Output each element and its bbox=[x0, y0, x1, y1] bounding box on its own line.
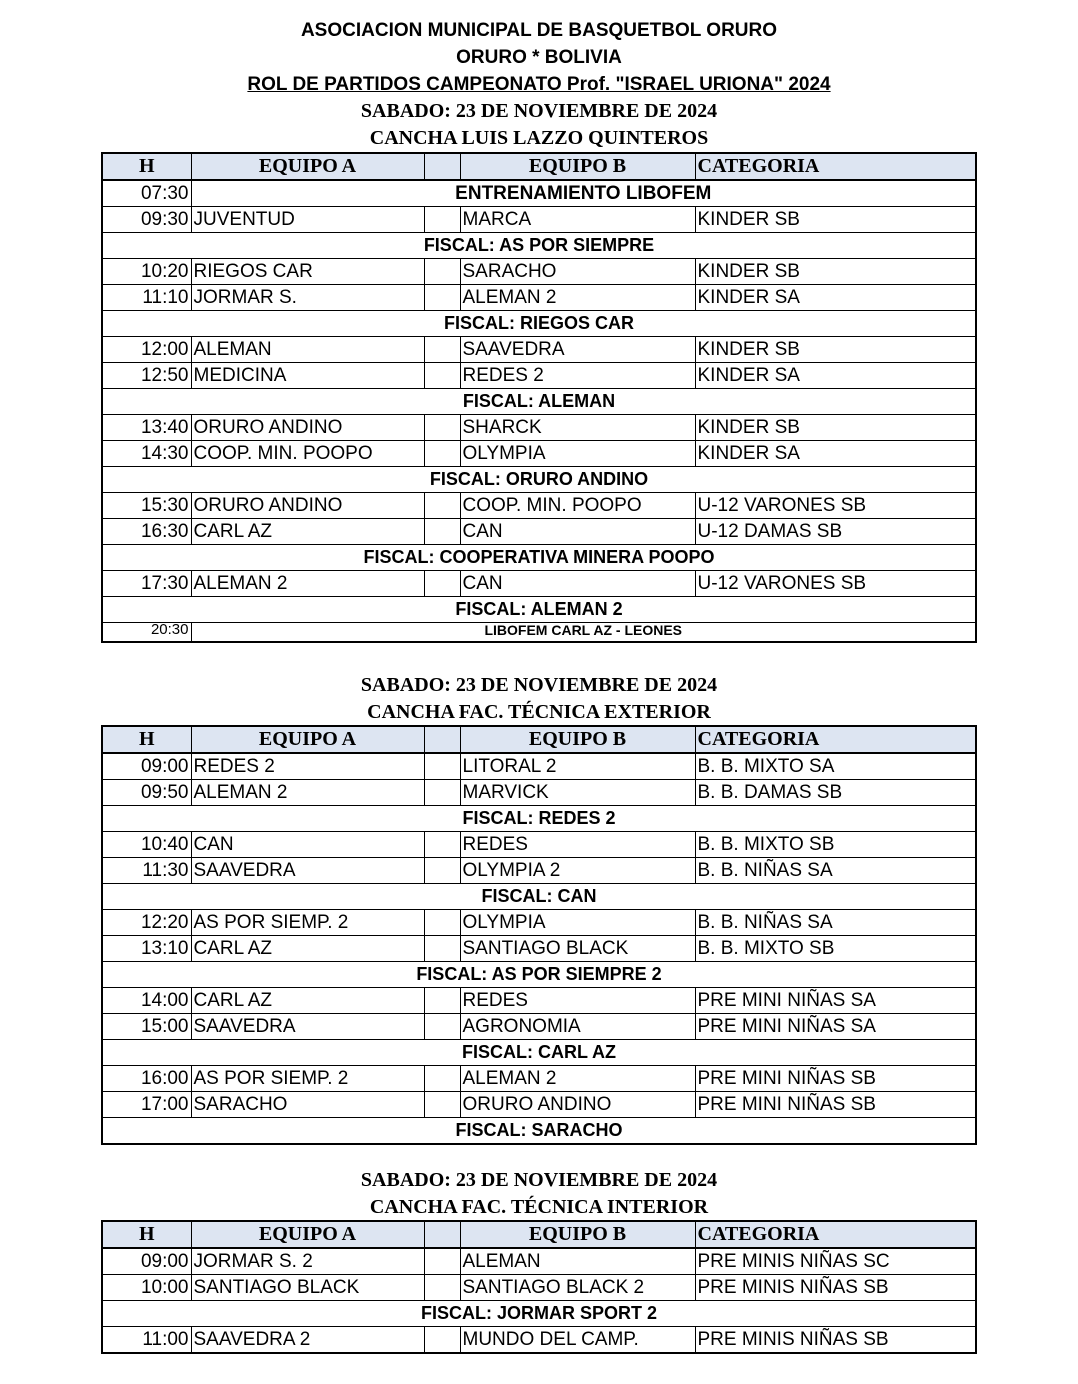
match-time: 11:10 bbox=[102, 285, 191, 311]
column-header-category: CATEGORIA bbox=[695, 726, 976, 753]
category-name: KINDER SB bbox=[695, 337, 976, 363]
section-date: SABADO: 23 DE NOVIEMBRE DE 2024 bbox=[360, 1169, 718, 1191]
team-a-name: ALEMAN bbox=[191, 337, 424, 363]
schedule-table bbox=[101, 152, 977, 643]
match-time: 17:00 bbox=[102, 1092, 191, 1118]
section-court: CANCHA FAC. TÉCNICA INTERIOR bbox=[369, 1196, 709, 1218]
team-b-name: SAAVEDRA bbox=[460, 337, 695, 363]
match-row bbox=[102, 1275, 976, 1301]
table-header-row bbox=[102, 153, 976, 180]
team-a-name: ORURO ANDINO bbox=[191, 415, 424, 441]
column-header-spacer bbox=[424, 726, 460, 753]
team-b-name: OLYMPIA 2 bbox=[460, 858, 695, 884]
team-a-name: CARL AZ bbox=[191, 936, 424, 962]
match-time: 14:00 bbox=[102, 988, 191, 1014]
team-b-name: OLYMPIA bbox=[460, 441, 695, 467]
fiscal-text: FISCAL: AS POR SIEMPRE 2 bbox=[102, 962, 976, 988]
team-b-name: REDES bbox=[460, 832, 695, 858]
team-b-name: ALEMAN 2 bbox=[460, 285, 695, 311]
team-b-name: SANTIAGO BLACK 2 bbox=[460, 1275, 695, 1301]
fiscal-row bbox=[102, 467, 976, 493]
note-text: ENTRENAMIENTO LIBOFEM bbox=[191, 180, 976, 207]
location-title: ORURO * BOLIVIA bbox=[456, 47, 622, 68]
team-a-name: CARL AZ bbox=[191, 988, 424, 1014]
match-row bbox=[102, 363, 976, 389]
table-header-row bbox=[102, 726, 976, 753]
category-name: B. B. MIXTO SA bbox=[695, 753, 976, 780]
note-row bbox=[102, 180, 976, 207]
column-header-h: H bbox=[102, 1221, 191, 1248]
team-b-name: REDES bbox=[460, 988, 695, 1014]
spacer-cell bbox=[424, 285, 460, 311]
association-title: ASOCIACION MUNICIPAL DE BASQUETBOL ORURO bbox=[300, 20, 778, 41]
spacer-cell bbox=[424, 207, 460, 233]
category-name: KINDER SA bbox=[695, 285, 976, 311]
spacer-cell bbox=[424, 780, 460, 806]
match-row bbox=[102, 415, 976, 441]
team-a-name: RIEGOS CAR bbox=[191, 259, 424, 285]
match-row bbox=[102, 1248, 976, 1275]
team-a-name: JUVENTUD bbox=[191, 207, 424, 233]
category-name: U-12 VARONES SB bbox=[695, 493, 976, 519]
spacer-cell bbox=[424, 1066, 460, 1092]
match-row bbox=[102, 753, 976, 780]
team-a-name: SAAVEDRA bbox=[191, 858, 424, 884]
match-row bbox=[102, 207, 976, 233]
column-header-category: CATEGORIA bbox=[695, 153, 976, 180]
team-b-name: CAN bbox=[460, 519, 695, 545]
team-a-name: ALEMAN 2 bbox=[191, 780, 424, 806]
category-name: U-12 VARONES SB bbox=[695, 571, 976, 597]
team-b-name: REDES 2 bbox=[460, 363, 695, 389]
category-name: PRE MINIS NIÑAS SB bbox=[695, 1327, 976, 1354]
fiscal-row bbox=[102, 597, 976, 623]
column-header-h: H bbox=[102, 153, 191, 180]
team-b-name: OLYMPIA bbox=[460, 910, 695, 936]
team-b-name: ALEMAN bbox=[460, 1248, 695, 1275]
category-name: B. B. NIÑAS SA bbox=[695, 858, 976, 884]
team-b-name: COOP. MIN. POOPO bbox=[460, 493, 695, 519]
team-b-name: MARCA bbox=[460, 207, 695, 233]
column-header-spacer bbox=[424, 1221, 460, 1248]
fiscal-text: FISCAL: SARACHO bbox=[102, 1118, 976, 1145]
table-header-row bbox=[102, 1221, 976, 1248]
team-a-name: COOP. MIN. POOPO bbox=[191, 441, 424, 467]
spacer-cell bbox=[424, 1092, 460, 1118]
fiscal-text: FISCAL: ORURO ANDINO bbox=[102, 467, 976, 493]
category-name: PRE MINI NIÑAS SB bbox=[695, 1092, 976, 1118]
team-b-name: SARACHO bbox=[460, 259, 695, 285]
team-a-name: ALEMAN 2 bbox=[191, 571, 424, 597]
section-date: SABADO: 23 DE NOVIEMBRE DE 2024 bbox=[360, 100, 718, 122]
fiscal-text: FISCAL: COOPERATIVA MINERA POOPO bbox=[102, 545, 976, 571]
schedule-table bbox=[101, 725, 977, 1145]
match-time: 10:40 bbox=[102, 832, 191, 858]
fiscal-text: FISCAL: ALEMAN 2 bbox=[102, 597, 976, 623]
match-row bbox=[102, 285, 976, 311]
match-row bbox=[102, 519, 976, 545]
note-text: LIBOFEM CARL AZ - LEONES bbox=[191, 623, 976, 643]
spacer-cell bbox=[424, 493, 460, 519]
category-name: KINDER SB bbox=[695, 415, 976, 441]
match-row bbox=[102, 1014, 976, 1040]
note-time: 20:30 bbox=[102, 623, 191, 643]
spacer-cell bbox=[424, 337, 460, 363]
team-a-name: SARACHO bbox=[191, 1092, 424, 1118]
fiscal-row bbox=[102, 389, 976, 415]
category-name: PRE MINIS NIÑAS SC bbox=[695, 1248, 976, 1275]
column-header-spacer bbox=[424, 153, 460, 180]
match-time: 10:20 bbox=[102, 259, 191, 285]
match-time: 15:00 bbox=[102, 1014, 191, 1040]
category-name: KINDER SA bbox=[695, 441, 976, 467]
match-time: 09:00 bbox=[102, 753, 191, 780]
match-time: 11:00 bbox=[102, 1327, 191, 1354]
match-time: 15:30 bbox=[102, 493, 191, 519]
category-name: PRE MINIS NIÑAS SB bbox=[695, 1275, 976, 1301]
fiscal-row bbox=[102, 1301, 976, 1327]
category-name: PRE MINI NIÑAS SA bbox=[695, 1014, 976, 1040]
championship-title: ROL DE PARTIDOS CAMPEONATO Prof. "ISRAEL URIONA" 2024 bbox=[247, 74, 831, 95]
category-name: KINDER SA bbox=[695, 363, 976, 389]
team-a-name: ORURO ANDINO bbox=[191, 493, 424, 519]
spacer-cell bbox=[424, 519, 460, 545]
team-b-name: MARVICK bbox=[460, 780, 695, 806]
match-row bbox=[102, 259, 976, 285]
fiscal-row bbox=[102, 1040, 976, 1066]
column-header-team-a: EQUIPO A bbox=[191, 726, 424, 753]
section-court: CANCHA LUIS LAZZO QUINTEROS bbox=[369, 127, 709, 149]
match-row bbox=[102, 936, 976, 962]
spacer-cell bbox=[424, 1248, 460, 1275]
match-time: 10:00 bbox=[102, 1275, 191, 1301]
category-name: KINDER SB bbox=[695, 259, 976, 285]
match-time: 11:30 bbox=[102, 858, 191, 884]
team-a-name: CAN bbox=[191, 832, 424, 858]
team-b-name: CAN bbox=[460, 571, 695, 597]
spacer-cell bbox=[424, 910, 460, 936]
team-b-name: SANTIAGO BLACK bbox=[460, 936, 695, 962]
match-time: 12:00 bbox=[102, 337, 191, 363]
match-row bbox=[102, 1327, 976, 1354]
team-a-name: JORMAR S. bbox=[191, 285, 424, 311]
fiscal-text: FISCAL: REDES 2 bbox=[102, 806, 976, 832]
fiscal-text: FISCAL: JORMAR SPORT 2 bbox=[102, 1301, 976, 1327]
column-header-category: CATEGORIA bbox=[695, 1221, 976, 1248]
match-row bbox=[102, 832, 976, 858]
team-b-name: MUNDO DEL CAMP. bbox=[460, 1327, 695, 1354]
match-row bbox=[102, 441, 976, 467]
match-time: 17:30 bbox=[102, 571, 191, 597]
match-row bbox=[102, 1066, 976, 1092]
fiscal-row bbox=[102, 233, 976, 259]
category-name: B. B. DAMAS SB bbox=[695, 780, 976, 806]
fiscal-text: FISCAL: AS POR SIEMPRE bbox=[102, 233, 976, 259]
team-b-name: ORURO ANDINO bbox=[460, 1092, 695, 1118]
spacer-cell bbox=[424, 753, 460, 780]
team-b-name: AGRONOMIA bbox=[460, 1014, 695, 1040]
match-row bbox=[102, 337, 976, 363]
team-b-name: SHARCK bbox=[460, 415, 695, 441]
column-header-team-a: EQUIPO A bbox=[191, 153, 424, 180]
category-name: PRE MINI NIÑAS SB bbox=[695, 1066, 976, 1092]
match-time: 13:40 bbox=[102, 415, 191, 441]
team-b-name: ALEMAN 2 bbox=[460, 1066, 695, 1092]
fiscal-text: FISCAL: CARL AZ bbox=[102, 1040, 976, 1066]
spacer-cell bbox=[424, 441, 460, 467]
category-name: PRE MINI NIÑAS SA bbox=[695, 988, 976, 1014]
match-time: 13:10 bbox=[102, 936, 191, 962]
fiscal-row bbox=[102, 962, 976, 988]
team-a-name: SAAVEDRA 2 bbox=[191, 1327, 424, 1354]
team-a-name: AS POR SIEMP. 2 bbox=[191, 910, 424, 936]
schedule-table bbox=[101, 1220, 977, 1354]
fiscal-row bbox=[102, 806, 976, 832]
team-a-name: REDES 2 bbox=[191, 753, 424, 780]
fiscal-row bbox=[102, 1118, 976, 1145]
spacer-cell bbox=[424, 1327, 460, 1354]
match-time: 16:00 bbox=[102, 1066, 191, 1092]
team-a-name: SAAVEDRA bbox=[191, 1014, 424, 1040]
team-b-name: LITORAL 2 bbox=[460, 753, 695, 780]
spacer-cell bbox=[424, 363, 460, 389]
column-header-team-b: EQUIPO B bbox=[460, 726, 695, 753]
match-time: 14:30 bbox=[102, 441, 191, 467]
team-a-name: SANTIAGO BLACK bbox=[191, 1275, 424, 1301]
column-header-team-b: EQUIPO B bbox=[460, 153, 695, 180]
fiscal-text: FISCAL: ALEMAN bbox=[102, 389, 976, 415]
spacer-cell bbox=[424, 415, 460, 441]
match-row bbox=[102, 858, 976, 884]
note-row bbox=[102, 623, 976, 643]
category-name: B. B. MIXTO SB bbox=[695, 832, 976, 858]
match-time: 09:00 bbox=[102, 1248, 191, 1275]
match-row bbox=[102, 1092, 976, 1118]
category-name: U-12 DAMAS SB bbox=[695, 519, 976, 545]
fiscal-row bbox=[102, 884, 976, 910]
section-court: CANCHA FAC. TÉCNICA EXTERIOR bbox=[367, 701, 711, 723]
match-row bbox=[102, 571, 976, 597]
fiscal-text: FISCAL: RIEGOS CAR bbox=[102, 311, 976, 337]
fiscal-text: FISCAL: CAN bbox=[102, 884, 976, 910]
match-time: 12:50 bbox=[102, 363, 191, 389]
note-time: 07:30 bbox=[102, 180, 191, 207]
match-time: 12:20 bbox=[102, 910, 191, 936]
column-header-team-b: EQUIPO B bbox=[460, 1221, 695, 1248]
spacer-cell bbox=[424, 1275, 460, 1301]
category-name: KINDER SB bbox=[695, 207, 976, 233]
match-time: 09:50 bbox=[102, 780, 191, 806]
team-a-name: JORMAR S. 2 bbox=[191, 1248, 424, 1275]
section-date: SABADO: 23 DE NOVIEMBRE DE 2024 bbox=[360, 674, 718, 696]
column-header-h: H bbox=[102, 726, 191, 753]
match-row bbox=[102, 910, 976, 936]
spacer-cell bbox=[424, 259, 460, 285]
spacer-cell bbox=[424, 936, 460, 962]
match-row bbox=[102, 780, 976, 806]
fiscal-row bbox=[102, 545, 976, 571]
category-name: B. B. MIXTO SB bbox=[695, 936, 976, 962]
column-header-team-a: EQUIPO A bbox=[191, 1221, 424, 1248]
match-time: 16:30 bbox=[102, 519, 191, 545]
category-name: B. B. NIÑAS SA bbox=[695, 910, 976, 936]
spacer-cell bbox=[424, 571, 460, 597]
fiscal-row bbox=[102, 311, 976, 337]
match-row bbox=[102, 493, 976, 519]
spacer-cell bbox=[424, 858, 460, 884]
spacer-cell bbox=[424, 832, 460, 858]
team-a-name: MEDICINA bbox=[191, 363, 424, 389]
spacer-cell bbox=[424, 1014, 460, 1040]
match-row bbox=[102, 988, 976, 1014]
team-a-name: AS POR SIEMP. 2 bbox=[191, 1066, 424, 1092]
match-time: 09:30 bbox=[102, 207, 191, 233]
spacer-cell bbox=[424, 988, 460, 1014]
team-a-name: CARL AZ bbox=[191, 519, 424, 545]
